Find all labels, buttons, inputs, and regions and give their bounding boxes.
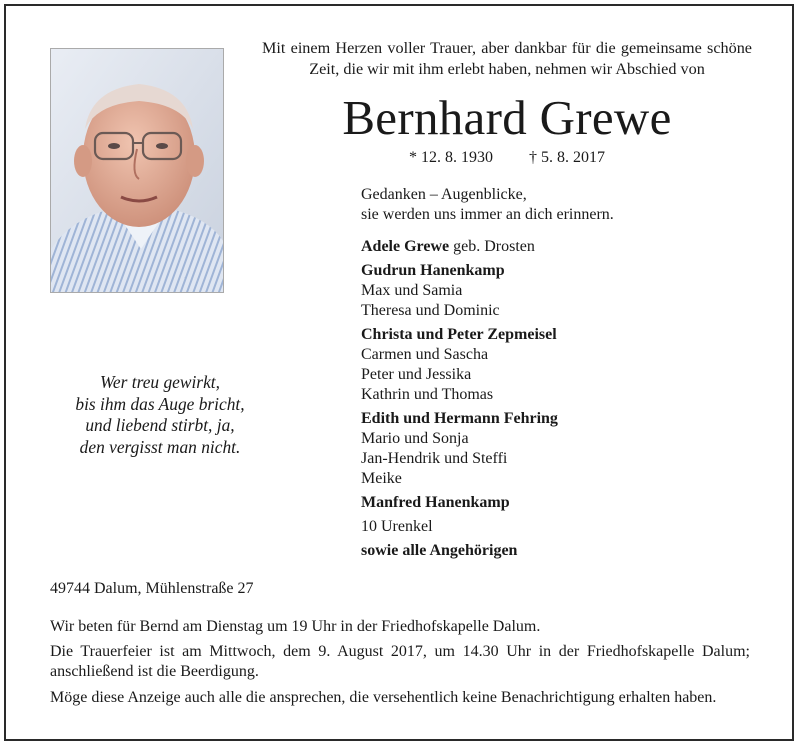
poem-line: bis ihm das Auge bricht, <box>75 393 245 414</box>
poem-line: und liebend stirbt, ja, <box>85 415 235 435</box>
family-head: Edith und Hermann Fehring <box>361 410 558 427</box>
family-member: Peter und Jessika <box>361 366 472 383</box>
family-group <box>361 261 558 325</box>
family-member: Kathrin und Thomas <box>361 386 494 403</box>
family-head: Manfred Hanenkamp <box>361 494 510 511</box>
family-member: Mario und Sonja <box>361 430 469 447</box>
verse-line: Gedanken – Augenblicke, <box>361 186 527 203</box>
verse-line: sie werden uns immer an dich erinnern. <box>361 206 614 223</box>
family-list <box>361 237 558 561</box>
poem-line: Wer treu gewirkt, <box>100 372 220 392</box>
poem <box>30 372 290 458</box>
family-member: Theresa und Dominic <box>361 302 500 319</box>
family-suffix: geb. Drosten <box>449 238 535 255</box>
death-date: † 5. 8. 2017 <box>529 149 605 166</box>
poem-line: den vergisst man nicht. <box>79 436 241 457</box>
deceased-name: Bernhard Grewe <box>342 90 672 145</box>
life-dates <box>262 148 752 168</box>
family-group <box>361 325 558 409</box>
birth-date: * 12. 8. 1930 <box>409 149 493 166</box>
prayer-notice: Wir beten für Bernd am Dienstag um 19 Uhr in der Friedhofskapelle Dalum. <box>50 618 541 635</box>
family-group <box>361 409 558 493</box>
family-member: Carmen und Sascha <box>361 346 489 363</box>
family-head: Adele Grewe <box>361 238 450 255</box>
address: 49744 Dalum, Mühlenstraße 27 <box>50 580 254 597</box>
family-group <box>361 493 558 517</box>
closing-line: sowie alle Angehörigen <box>361 542 518 559</box>
funeral-notice: Die Trauerfeier ist am Mittwoch, dem 9. August 2017, um 14.30 Uhr in der Friedhofskapelle Dalum; anschließend ist die Beerdigung. <box>50 643 750 680</box>
family-member: Max und Samia <box>361 282 463 299</box>
family-head: Gudrun Hanenkamp <box>361 262 505 279</box>
closing-notice: Möge diese Anzeige auch alle die ansprechen, die versehentlich keine Benachrichtigung erhalten haben. <box>50 689 717 706</box>
intro-text: Mit einem Herzen voller Trauer, aber dankbar für die gemeinsame schöne Zeit, die wir mit ihm erlebt haben, nehmen wir Abschied von <box>262 39 752 78</box>
family-member: Jan-Hendrik und Steffi <box>361 450 508 467</box>
family-head: Christa und Peter Zepmeisel <box>361 326 557 343</box>
verse <box>361 185 614 225</box>
family-member: Meike <box>361 470 402 487</box>
portrait-photo <box>50 48 224 293</box>
urenkel-line: 10 Urenkel <box>361 518 433 535</box>
family-group <box>361 237 558 261</box>
